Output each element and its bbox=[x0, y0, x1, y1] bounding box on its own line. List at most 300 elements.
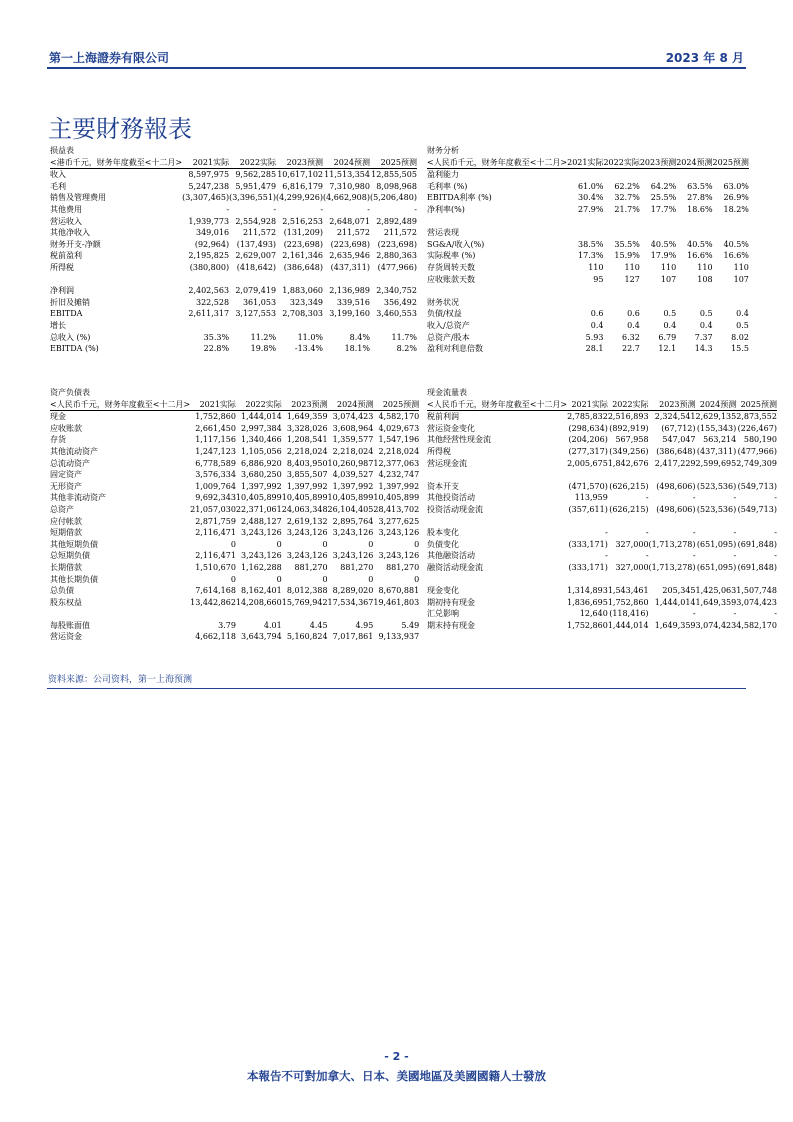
cell-value: 3,243,126 bbox=[378, 528, 420, 538]
cell-value bbox=[713, 227, 749, 239]
table-title: 资产负债表 bbox=[50, 388, 90, 397]
cell-value bbox=[696, 516, 737, 528]
cell-value: 0.4 bbox=[590, 320, 604, 330]
row-label: 期末持有现金 bbox=[427, 620, 475, 630]
cell-value: 1,752,860 bbox=[567, 620, 608, 630]
row-label: 总短期负债 bbox=[50, 551, 90, 561]
table-row bbox=[50, 620, 419, 632]
table-row bbox=[427, 285, 749, 297]
table-row bbox=[50, 516, 419, 528]
cell-value: 2,218,024 bbox=[286, 446, 328, 456]
row-label: 存货 bbox=[50, 435, 66, 445]
table-title: 财务分析 bbox=[427, 146, 459, 155]
cell-value: 4,232,747 bbox=[378, 470, 420, 480]
row-label: SG&A/收入(%) bbox=[427, 239, 485, 249]
year-header: 2025预测 bbox=[736, 399, 777, 411]
row-label: 净利润 bbox=[50, 286, 74, 296]
row-label: 总资产 bbox=[50, 504, 74, 514]
cell-value: 21,057,030 bbox=[190, 504, 236, 514]
cell-value: - bbox=[733, 493, 737, 503]
cell-value: 2,005,675 bbox=[567, 458, 608, 468]
cell-value: - bbox=[645, 528, 649, 538]
cell-value: 15.9% bbox=[614, 251, 640, 261]
cell-value: - bbox=[226, 204, 230, 214]
table-row bbox=[50, 631, 419, 643]
cell-value: 327,000 bbox=[615, 562, 649, 572]
table-row bbox=[50, 469, 419, 481]
cell-value: (386,648) bbox=[283, 262, 324, 272]
row-label: EBITDA bbox=[50, 309, 83, 319]
cell-value bbox=[603, 169, 639, 181]
cell-value bbox=[370, 320, 417, 332]
cell-value bbox=[567, 227, 603, 239]
cell-value: 2,997,384 bbox=[241, 423, 282, 433]
cell-value: 9,692,343 bbox=[195, 493, 236, 503]
cell-value bbox=[676, 297, 712, 309]
cell-value: 2,619,132 bbox=[286, 516, 328, 526]
cell-value: 1,208,541 bbox=[286, 435, 328, 445]
cell-value: 3,243,126 bbox=[241, 551, 282, 561]
cell-value: 110 bbox=[624, 262, 640, 272]
cell-value: 17.3% bbox=[578, 251, 604, 261]
cell-value: - bbox=[414, 204, 417, 214]
row-label: 汇兑影响 bbox=[427, 609, 459, 619]
table-row bbox=[50, 562, 419, 574]
row-label: 其他流动资产 bbox=[50, 446, 98, 456]
cell-value: 2,340,752 bbox=[376, 286, 417, 296]
financial-analysis-table bbox=[427, 145, 747, 355]
cell-value: 19.8% bbox=[250, 344, 277, 354]
table-row bbox=[50, 320, 417, 332]
cell-value: (471,570) bbox=[568, 481, 608, 491]
cell-value: 1,649,359 bbox=[695, 597, 737, 607]
cell-value: 2,635,946 bbox=[329, 251, 370, 261]
table-row bbox=[427, 227, 749, 239]
data-table bbox=[427, 157, 749, 355]
cell-value: 7.37 bbox=[694, 332, 713, 342]
year-header: 2023预测 bbox=[640, 157, 676, 169]
row-label bbox=[50, 608, 190, 620]
data-source-note: 资料来源：公司资料，第一上海预测 bbox=[48, 675, 193, 685]
cell-value: 2,880,363 bbox=[376, 251, 417, 261]
row-label: 负债/权益 bbox=[427, 309, 462, 319]
cell-value bbox=[696, 574, 737, 586]
row-label: 无形资产 bbox=[50, 481, 82, 491]
cell-value: 18.6% bbox=[687, 204, 713, 214]
cell-value bbox=[608, 516, 649, 528]
row-label bbox=[427, 285, 567, 297]
cell-value: 0.5 bbox=[699, 309, 713, 319]
cell-value: 0 bbox=[322, 574, 328, 584]
cell-value: (137,493) bbox=[236, 239, 277, 249]
cell-value: 35.3% bbox=[203, 332, 230, 342]
cell-value: 2,661,450 bbox=[195, 423, 236, 433]
cell-value: 11.2% bbox=[250, 332, 277, 342]
table-row bbox=[427, 274, 749, 286]
row-label: 增长 bbox=[50, 320, 66, 330]
cell-value: 8,670,881 bbox=[378, 586, 420, 596]
table-row bbox=[427, 597, 777, 609]
cell-value: 110 bbox=[660, 262, 677, 272]
cell-value: 61.0% bbox=[578, 181, 604, 191]
header-row bbox=[427, 399, 777, 411]
cell-value: 2,402,563 bbox=[188, 286, 230, 296]
table-row bbox=[50, 411, 419, 423]
cell-value: 13,442,862 bbox=[190, 597, 236, 607]
table-row bbox=[427, 562, 777, 574]
row-label: 财务状况 bbox=[427, 297, 459, 307]
cell-value: 205,345 bbox=[662, 586, 696, 596]
cell-value: 6,886,920 bbox=[241, 458, 282, 468]
cell-value: (549,713) bbox=[737, 481, 777, 491]
cell-value: 113,959 bbox=[574, 493, 608, 503]
cell-value: 12.1 bbox=[658, 344, 677, 354]
cell-value: 3,243,126 bbox=[241, 528, 282, 538]
table-row bbox=[427, 216, 749, 228]
cell-value bbox=[328, 608, 374, 620]
year-header: 2023预测 bbox=[282, 399, 328, 411]
cell-value: 1,752,860 bbox=[607, 597, 649, 607]
table-row bbox=[50, 169, 417, 181]
cell-value: 211,572 bbox=[336, 228, 370, 238]
table-row bbox=[50, 343, 417, 355]
cell-value bbox=[190, 608, 236, 620]
table-row bbox=[427, 539, 777, 551]
cell-value: 323,349 bbox=[289, 297, 324, 307]
cell-value: 0 bbox=[322, 539, 328, 549]
table-row bbox=[427, 516, 777, 528]
cell-value: 15,769,942 bbox=[281, 597, 328, 607]
cell-value: 9,133,937 bbox=[378, 632, 420, 642]
cell-value: 108 bbox=[697, 274, 713, 284]
row-label: 财务开支-净额 bbox=[50, 239, 101, 249]
year-header: 2021实际 bbox=[190, 399, 236, 411]
cell-value: 16.6% bbox=[687, 251, 713, 261]
cell-value: 1,883,060 bbox=[282, 286, 324, 296]
cell-value: (118,416) bbox=[609, 609, 649, 619]
cell-value: 2,324,541 bbox=[654, 412, 696, 422]
header-divider bbox=[47, 67, 746, 69]
cell-value: - bbox=[367, 204, 370, 214]
cell-value: (3,307,465) bbox=[182, 193, 230, 203]
cell-value: (277,317) bbox=[568, 446, 608, 456]
row-label: 税前盈利 bbox=[50, 251, 82, 261]
cell-value: 0.5 bbox=[663, 309, 677, 319]
cell-value: 6,816,179 bbox=[282, 181, 324, 191]
balance-sheet-table bbox=[50, 387, 420, 643]
cell-value: 110 bbox=[733, 262, 749, 272]
table-row bbox=[50, 608, 419, 620]
cell-value bbox=[323, 320, 370, 332]
cell-value: 127 bbox=[624, 274, 640, 284]
cell-value: 3,328,026 bbox=[286, 423, 328, 433]
cell-value: - bbox=[774, 493, 777, 503]
cell-value: (298,634) bbox=[568, 423, 608, 433]
cell-value: 1,397,992 bbox=[286, 481, 328, 491]
cell-value: 4,029,673 bbox=[378, 423, 420, 433]
cell-value: 2,871,759 bbox=[195, 516, 236, 526]
cell-value: 2,218,024 bbox=[332, 446, 374, 456]
cell-value: (691,848) bbox=[737, 562, 777, 572]
cell-value bbox=[713, 216, 749, 228]
cell-value: (691,848) bbox=[737, 539, 777, 549]
year-header: 2024预测 bbox=[328, 399, 374, 411]
table-row bbox=[50, 181, 417, 193]
cell-value: 5.93 bbox=[585, 332, 604, 342]
row-label bbox=[427, 574, 567, 586]
cell-value: 2,629,007 bbox=[235, 251, 277, 261]
table-row bbox=[427, 181, 749, 193]
cell-value bbox=[696, 469, 737, 481]
cell-value: 1,939,773 bbox=[188, 216, 230, 226]
year-header: 2022实际 bbox=[603, 157, 639, 169]
cell-value: 17.7% bbox=[650, 204, 677, 214]
row-label: 投资活动现金流 bbox=[427, 504, 483, 514]
cell-value: 10,617,102 bbox=[277, 170, 324, 180]
cell-value: 22.8% bbox=[203, 344, 230, 354]
cell-value: 0 bbox=[276, 539, 282, 549]
cell-value: 881,270 bbox=[340, 562, 374, 572]
table-row bbox=[50, 239, 417, 251]
row-label: 盈利能力 bbox=[427, 170, 459, 180]
cell-value bbox=[640, 169, 676, 181]
cell-value: 1,510,670 bbox=[195, 562, 236, 572]
cell-value: - bbox=[692, 493, 696, 503]
table-row bbox=[50, 527, 419, 539]
cell-value: 8.4% bbox=[349, 332, 370, 342]
cell-value: 22.7 bbox=[622, 344, 640, 354]
cell-value: (92,964) bbox=[194, 239, 230, 249]
cell-value: 4,582,170 bbox=[378, 412, 420, 422]
table-row bbox=[427, 620, 777, 632]
cell-value: 63.5% bbox=[687, 181, 713, 191]
cell-value: 2,892,489 bbox=[376, 216, 417, 226]
cell-value: (357,611) bbox=[568, 504, 608, 514]
table-row bbox=[427, 481, 777, 493]
cell-value: (5,206,480) bbox=[369, 193, 417, 203]
row-label: 营运表现 bbox=[427, 228, 459, 238]
cell-value: 12,640 bbox=[579, 609, 608, 619]
cell-value: (223,698) bbox=[377, 239, 417, 249]
cell-value bbox=[182, 320, 229, 332]
cell-value: 3,243,126 bbox=[286, 528, 328, 538]
cell-value: 8,098,968 bbox=[376, 181, 417, 191]
cell-value: (498,606) bbox=[656, 504, 696, 514]
table-row bbox=[50, 504, 419, 516]
cell-value: 40.5% bbox=[650, 239, 677, 249]
table-row bbox=[427, 332, 749, 344]
cell-value: 8,403,950 bbox=[286, 458, 328, 468]
row-label: 应收账款 bbox=[50, 423, 82, 433]
cell-value: 10,405,899 bbox=[327, 493, 374, 503]
cell-value: 5,951,479 bbox=[235, 181, 277, 191]
cell-value: 2,218,024 bbox=[378, 446, 420, 456]
cell-value: 1,105,056 bbox=[241, 446, 282, 456]
cell-value: (349,256) bbox=[609, 446, 649, 456]
cell-value: (477,966) bbox=[737, 446, 777, 456]
cell-value: 0 bbox=[368, 574, 374, 584]
cell-value: 40.5% bbox=[723, 239, 749, 249]
cell-value: 0.4 bbox=[736, 309, 749, 319]
table-row bbox=[427, 434, 777, 446]
unit-note: <人民币千元，财务年度截至<十二月> bbox=[427, 157, 567, 169]
cell-value bbox=[713, 169, 749, 181]
cell-value: 6,778,589 bbox=[195, 458, 236, 468]
row-label: 存货周转天数 bbox=[427, 262, 475, 272]
cell-value: 63.0% bbox=[723, 181, 749, 191]
table-row bbox=[427, 262, 749, 274]
cell-value bbox=[676, 216, 712, 228]
row-label: 销售及管理费用 bbox=[50, 193, 106, 203]
cell-value: 27.8% bbox=[687, 193, 713, 203]
row-label: 每股账面值 bbox=[50, 620, 90, 630]
cell-value bbox=[236, 608, 282, 620]
cell-value: 2,648,071 bbox=[329, 216, 370, 226]
table-row bbox=[50, 332, 417, 344]
table-row bbox=[50, 597, 419, 609]
cell-value bbox=[649, 574, 696, 586]
cell-value: (67,712) bbox=[661, 423, 696, 433]
cell-value: 2,516,253 bbox=[282, 216, 324, 226]
row-label: 固定资产 bbox=[50, 470, 82, 480]
cell-value bbox=[567, 469, 608, 481]
cell-value: 1,425,063 bbox=[695, 586, 737, 596]
cell-value bbox=[608, 469, 649, 481]
cell-value: (498,606) bbox=[656, 481, 696, 491]
cell-value: 3,243,126 bbox=[378, 551, 420, 561]
table-row bbox=[427, 192, 749, 204]
cell-value: 2,116,471 bbox=[195, 551, 236, 561]
cell-value bbox=[229, 274, 276, 286]
row-label bbox=[427, 516, 567, 528]
row-label: 其他投资活动 bbox=[427, 493, 475, 503]
row-label: 折旧及摊销 bbox=[50, 297, 90, 307]
table-row bbox=[50, 492, 419, 504]
row-label: 营运资金 bbox=[50, 632, 82, 642]
cell-value bbox=[603, 216, 639, 228]
cell-value bbox=[676, 285, 712, 297]
table-row bbox=[50, 262, 417, 274]
cell-value: 1,397,992 bbox=[332, 481, 374, 491]
cell-value: - bbox=[733, 528, 737, 538]
table-row bbox=[427, 469, 777, 481]
cell-value bbox=[182, 274, 229, 286]
cell-value: 1,543,461 bbox=[607, 586, 649, 596]
row-label: 营运现金流 bbox=[427, 458, 467, 468]
cell-value bbox=[713, 297, 749, 309]
cell-value: 2,873,552 bbox=[736, 412, 777, 422]
cell-value: 3,199,160 bbox=[329, 309, 370, 319]
row-label: 营运收入 bbox=[50, 216, 82, 226]
cell-value: 356,492 bbox=[383, 297, 417, 307]
cell-value: 0 bbox=[414, 574, 420, 584]
cell-value: 3,855,507 bbox=[286, 470, 328, 480]
cell-value bbox=[713, 285, 749, 297]
cell-value: - bbox=[645, 493, 649, 503]
row-label: 营运资金变化 bbox=[427, 423, 475, 433]
cell-value: 3,243,126 bbox=[332, 528, 374, 538]
cell-value: 3,127,553 bbox=[235, 309, 277, 319]
cell-value: 16.6% bbox=[723, 251, 749, 261]
cell-value: 1,397,992 bbox=[378, 481, 420, 491]
cell-value: 2,629,135 bbox=[695, 412, 737, 422]
cell-value: 547,047 bbox=[662, 435, 696, 445]
cell-value bbox=[323, 274, 370, 286]
cell-value bbox=[736, 516, 777, 528]
header-row bbox=[427, 157, 749, 169]
cell-value: (386,648) bbox=[656, 446, 696, 456]
cell-value: 10,405,899 bbox=[373, 493, 420, 503]
cell-value: 3,074,423 bbox=[332, 412, 374, 422]
cell-value bbox=[603, 227, 639, 239]
cell-value: 3.79 bbox=[218, 620, 236, 630]
table-row bbox=[50, 539, 419, 551]
cell-value: 2,417,229 bbox=[654, 458, 696, 468]
cell-value: 1,359,577 bbox=[332, 435, 374, 445]
cell-value: 0.5 bbox=[736, 320, 749, 330]
cell-value: 580,190 bbox=[743, 435, 777, 445]
cell-value bbox=[649, 469, 696, 481]
cell-value: 0 bbox=[414, 539, 420, 549]
page-number: - 2 - bbox=[384, 1050, 409, 1063]
cell-value bbox=[567, 216, 603, 228]
cell-value: 10,405,899 bbox=[235, 493, 282, 503]
year-header: 2022实际 bbox=[229, 157, 276, 169]
row-label: 总资产/股本 bbox=[427, 332, 470, 342]
table-row bbox=[427, 239, 749, 251]
cell-value: 107 bbox=[660, 274, 677, 284]
table-title: 现金流量表 bbox=[427, 388, 467, 397]
table-row bbox=[427, 527, 777, 539]
cell-value: 881,270 bbox=[294, 562, 328, 572]
row-label: 净利率(%) bbox=[427, 204, 465, 214]
cell-value: - bbox=[605, 551, 608, 561]
cell-value: (223,698) bbox=[330, 239, 370, 249]
row-label: 负债变化 bbox=[427, 539, 459, 549]
cell-value: 1,340,466 bbox=[241, 435, 282, 445]
year-header: 2021实际 bbox=[182, 157, 229, 169]
cell-value: 1,547,196 bbox=[378, 435, 420, 445]
table-row bbox=[427, 204, 749, 216]
cell-value: 25.5% bbox=[650, 193, 677, 203]
cell-value: (418,642) bbox=[236, 262, 277, 272]
unit-note: <人民币千元，财务年度截至<十二月> bbox=[427, 399, 567, 411]
cell-value: 28,413,702 bbox=[373, 504, 420, 514]
cell-value: 38.5% bbox=[578, 239, 604, 249]
year-header: 2022实际 bbox=[236, 399, 282, 411]
cell-value: (523,536) bbox=[696, 481, 737, 491]
header-row bbox=[50, 157, 417, 169]
cell-value: 3,243,126 bbox=[332, 551, 374, 561]
cell-value: (226,467) bbox=[737, 423, 777, 433]
year-header: 2025预测 bbox=[713, 157, 749, 169]
cell-value bbox=[640, 297, 676, 309]
cell-value: 2,554,928 bbox=[235, 216, 277, 226]
cell-value: 1,752,860 bbox=[195, 412, 236, 422]
cell-value: 4,582,170 bbox=[736, 620, 777, 630]
cell-value: 12,855,505 bbox=[371, 170, 417, 180]
cell-value: (333,171) bbox=[568, 539, 608, 549]
cell-value: 2,116,471 bbox=[195, 528, 236, 538]
distribution-disclaimer: 本報告不可對加拿大、日本、美國地區及美國國籍人士發放 bbox=[247, 1069, 546, 1083]
row-label: 税前利润 bbox=[427, 412, 459, 422]
table-row bbox=[427, 320, 749, 332]
table-row bbox=[50, 216, 417, 228]
cell-value: 4,039,527 bbox=[332, 470, 374, 480]
cell-value: 1,247,123 bbox=[195, 446, 236, 456]
cell-value: 3,576,334 bbox=[195, 470, 236, 480]
table-row bbox=[50, 274, 417, 286]
